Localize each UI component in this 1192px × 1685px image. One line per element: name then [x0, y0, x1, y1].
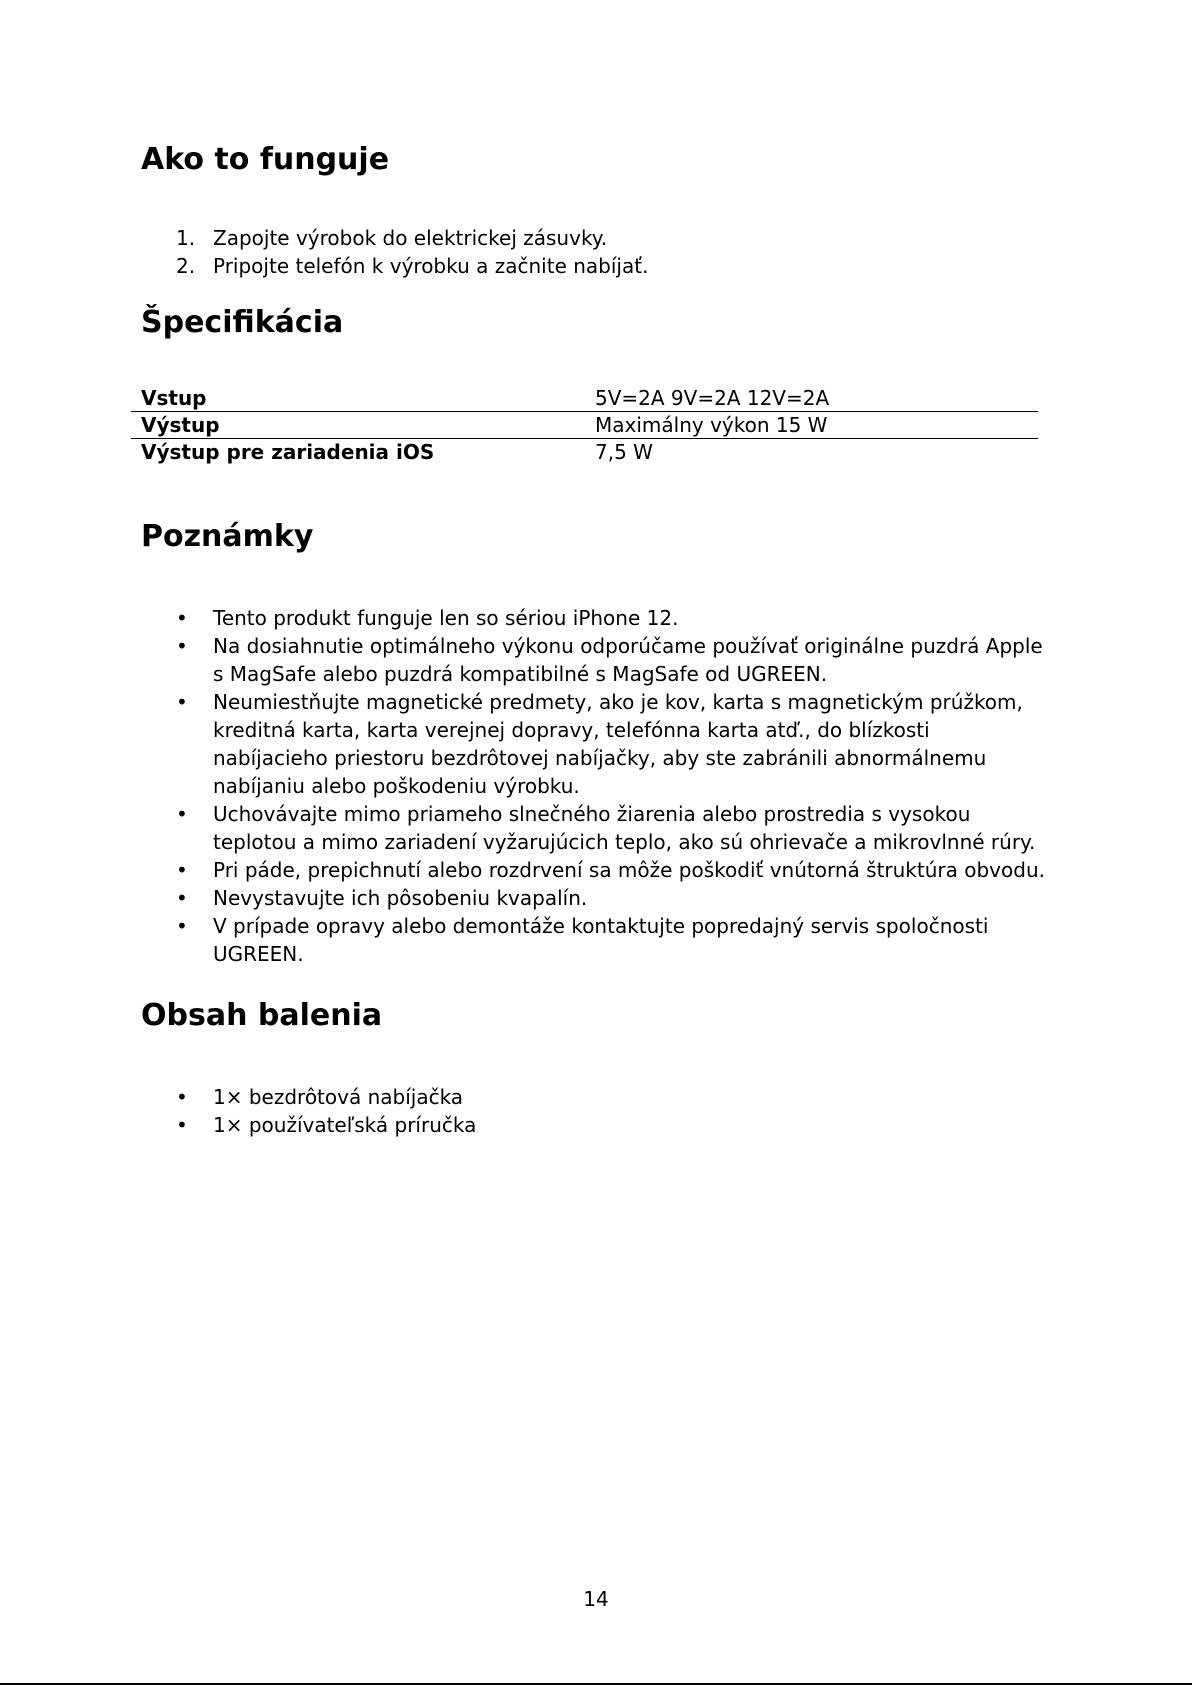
- bullet-icon: •: [176, 606, 188, 630]
- list-item-text: Tento produkt funguje len so sériou iPhone 12.: [213, 606, 679, 630]
- list-item-text: Pripojte telefón k výrobku a začnite nabíjať.: [213, 254, 649, 278]
- table-row: [131, 439, 1038, 466]
- spec-value: 7,5 W: [595, 440, 653, 464]
- spec-value: 5V=2A 9V=2A 12V=2A: [585, 385, 1038, 412]
- specification-table: [131, 385, 1038, 465]
- section-heading-package-contents: Obsah balenia: [141, 998, 383, 1033]
- list-number: 1.: [176, 226, 196, 250]
- bullet-icon: •: [176, 802, 188, 826]
- list-item-text: 1× bezdrôtová nabíjačka: [213, 1085, 464, 1109]
- spec-label: Vstup: [131, 385, 585, 412]
- bullet-icon: •: [176, 858, 188, 882]
- page-number: 14: [583, 1587, 609, 1611]
- package-contents-list: [0, 1083, 1045, 1139]
- list-number: 2.: [176, 254, 196, 278]
- bullet-icon: •: [176, 1113, 188, 1137]
- list-item: [0, 856, 1045, 884]
- bullet-icon: •: [176, 1085, 188, 1109]
- list-item-text: Nevystavujte ich pôsobeniu kvapalín.: [213, 886, 588, 910]
- table-row: [131, 412, 1038, 439]
- list-item-text: Uchovávajte mimo priameho slnečného žiarenia alebo prostredia s vysokou teplotou a mimo zariadení vyžarujúcich teplo, ako sú ohrievače a mikrovlnné rúry.: [213, 802, 1036, 854]
- list-item-text: 1× používateľská príručka: [213, 1113, 477, 1137]
- list-item-text: Neumiestňujte magnetické predmety, ako je kov, karta s magnetickým prúžkom, kreditná karta, karta verejnej dopravy, telefónna karta atď., do blízkosti nabíjacieho priestoru bezdrôtovej nabíjačky, aby ste zabránili abnormálnemu nabíjaniu alebo poškodeniu výrobku.: [213, 690, 1023, 798]
- section-heading-notes: Poznámky: [141, 519, 314, 554]
- list-item: [0, 252, 1045, 280]
- list-item: [0, 688, 1045, 800]
- list-item-text: Pri páde, prepichnutí alebo rozdrvení sa môže poškodiť vnútorná štruktúra obvodu.: [213, 858, 1045, 882]
- list-item: [0, 912, 1045, 968]
- list-item: [0, 604, 1045, 632]
- spec-label: Výstup pre zariadenia iOS: [141, 440, 435, 464]
- table-row: [131, 385, 1038, 412]
- bullet-icon: •: [176, 886, 188, 910]
- how-it-works-steps: [0, 224, 1045, 280]
- list-item-text: Zapojte výrobok do elektrickej zásuvky.: [213, 226, 608, 250]
- bullet-icon: •: [176, 634, 188, 658]
- list-item-text: Na dosiahnutie optimálneho výkonu odporúčame používať originálne puzdrá Apple s MagSafe alebo puzdrá kompatibilné s MagSafe od UGREEN.: [213, 634, 1043, 686]
- list-item: [0, 1111, 1045, 1139]
- list-item: [0, 1083, 1045, 1111]
- spec-value: Maximálny výkon 15 W: [585, 412, 1038, 439]
- list-item: [0, 800, 1045, 856]
- bullet-icon: •: [176, 914, 188, 938]
- bullet-icon: •: [176, 690, 188, 714]
- list-item: [0, 632, 1045, 688]
- section-heading-how-it-works: Ako to funguje: [141, 142, 390, 177]
- list-item-text: V prípade opravy alebo demontáže kontaktujte popredajný servis spoločnosti UGREEN.: [213, 914, 989, 966]
- spec-label: Výstup: [131, 412, 585, 439]
- section-heading-specification: Špecifikácia: [141, 305, 344, 340]
- notes-list: [0, 604, 1045, 968]
- list-item: [0, 224, 1045, 252]
- list-item: [0, 884, 1045, 912]
